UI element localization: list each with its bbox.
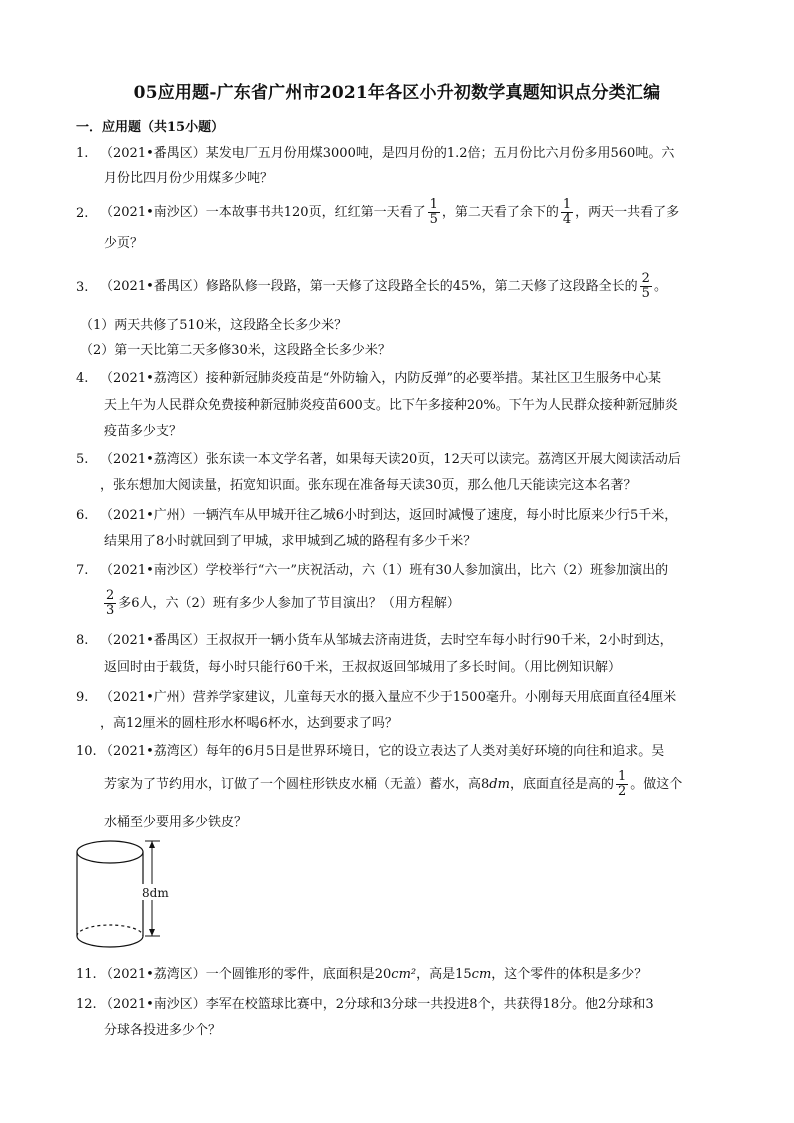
- question-text: （2021•南沙区）李军在校篮球比赛中，2分球和3分球一共投进8个，共获得18分。他2分球和3: [100, 997, 654, 1012]
- question-number: 7.: [76, 563, 89, 578]
- section-heading: 一．应用题（共15小题）: [76, 120, 225, 135]
- question-text: [104, 589, 460, 619]
- question-number: 4.: [76, 371, 89, 386]
- text-segment: （2021•荔湾区）一个圆锥形的零件，底面积是20: [100, 967, 392, 982]
- question-text: （2021•番禺区）王叔叔开一辆小货车从邹城去济南进货，去时空车每小时行90千米，2小时到达，: [100, 633, 673, 648]
- question-text: 疫苗多少支？: [104, 424, 183, 439]
- sub-question: （2）第一天比第二天多修30米，这段路全长多少米？: [80, 343, 391, 358]
- cylinder-figure: [70, 836, 180, 956]
- text-segment: 。做这个: [630, 777, 683, 792]
- question-text: [104, 770, 682, 800]
- cylinder-bottom-back: [77, 925, 143, 936]
- question-text: 返回时由于载货，每小时只能行60千米，王叔叔返回邹城用了多长时间。（用比例知识解）: [104, 660, 622, 675]
- denominator: 4: [562, 212, 572, 227]
- question-text: 结果用了8小时就回到了甲城，求甲城到乙城的路程有多少千米？: [104, 534, 477, 549]
- cylinder-top: [77, 841, 143, 863]
- dimension-arrow-bottom: [149, 929, 155, 936]
- question-text: [100, 272, 667, 302]
- numerator: 1: [617, 769, 627, 784]
- question-number: 11.: [76, 967, 97, 982]
- page-title: 05应用题-广东省广州市2021年各区小升初数学真题知识点分类汇编: [133, 83, 661, 103]
- numerator: 2: [641, 271, 650, 286]
- question-text: 少页？: [104, 236, 144, 251]
- question-text: （2021•番禺区）某发电厂五月份用煤3000吨，是四月份的1.2倍；五月份比六月份多用560吨。六: [100, 146, 675, 161]
- text-segment: ，两天一共看了多: [575, 205, 680, 220]
- text-segment: 。: [653, 279, 667, 294]
- denominator: 2: [617, 784, 627, 799]
- text-segment: ，这个零件的体积是多少？: [491, 967, 648, 982]
- question-text: 分球各投进多少个？: [104, 1023, 222, 1038]
- numerator: 1: [429, 197, 438, 212]
- text-segment: ，第二天看了余下的: [441, 205, 559, 220]
- question-number: 8.: [76, 633, 89, 648]
- question-number: 1.: [76, 146, 89, 161]
- fraction: [104, 589, 116, 618]
- denominator: 5: [641, 286, 650, 301]
- question-number: 10.: [76, 744, 97, 759]
- height-label: 8dm: [142, 886, 169, 900]
- question-text: [100, 967, 647, 983]
- question-number: 12.: [76, 997, 97, 1012]
- fraction: [640, 272, 652, 301]
- fraction: [561, 198, 573, 227]
- unit: dm: [489, 777, 510, 792]
- question-text: （2021•荔湾区）每年的6月5日是世界环境日，它的设立表达了人类对美好环境的向往和追求。吴: [100, 744, 665, 759]
- unit: cm: [471, 967, 492, 982]
- text-segment: （2021•番禺区）修路队修一段路，第一天修了这段路全长的45%，第二天修了这段路全长的: [100, 279, 638, 294]
- question-number: 6.: [76, 508, 89, 523]
- question-text: [100, 198, 679, 228]
- unit: cm²: [391, 967, 417, 982]
- question-text: （2021•广州）营养学家建议，儿童每天水的摄入量应不少于1500毫升。小刚每天用底面直径4厘米: [100, 690, 677, 705]
- question-text: （2021•南沙区）学校举行“六一”庆祝活动，六（1）班有30人参加演出，比六（2）班参加演出的: [100, 563, 669, 578]
- text-segment: 多6人，六（2）班有多少人参加了节目演出？（用方程解）: [118, 596, 460, 611]
- cylinder-bottom-front: [77, 936, 143, 947]
- question-text: （2021•广州）一辆汽车从甲城开往乙城6小时到达，返回时减慢了速度，每小时比原来少行5千米，: [100, 508, 678, 523]
- dimension-arrow-top: [149, 841, 155, 848]
- numerator: 1: [562, 197, 572, 212]
- text-segment: 芳家为了节约用水，订做了一个圆柱形铁皮水桶（无盖）蓄水，高8: [104, 777, 490, 792]
- fraction: [428, 198, 440, 227]
- question-number: 2.: [76, 206, 89, 221]
- text-segment: （2021•南沙区）一本故事书共120页，红红第一天看了: [100, 205, 426, 220]
- text-segment: ，高是15: [416, 967, 472, 982]
- question-text: 水桶至少要用多少铁皮？: [104, 815, 248, 830]
- question-text: （2021•荔湾区）接种新冠肺炎疫苗是“外防输入，内防反弹”的必要举措。某社区卫生服务中心某: [100, 371, 662, 386]
- question-text: ，高12厘米的圆柱形水杯喝6杯水，达到要求了吗？: [100, 716, 398, 731]
- question-text: （2021•荔湾区）张东读一本文学名著，如果每天读20页，12天可以读完。荔湾区开展大阅读活动后: [100, 452, 681, 467]
- question-text: 天上午为人民群众免费接种新冠肺炎疫苗600支。比下午多接种20%。下午为人民群众接种新冠肺炎: [104, 398, 678, 413]
- question-text: ，张东想加大阅读量，拓宽知识面。张东现在准备每天读30页，那么他几天能读完这本名著？: [100, 478, 637, 493]
- question-number: 5.: [76, 452, 89, 467]
- numerator: 2: [106, 588, 115, 603]
- text-segment: ，底面直径是高的: [509, 777, 614, 792]
- fraction: [616, 770, 628, 799]
- question-number: 3.: [76, 280, 89, 295]
- question-number: 9.: [76, 690, 89, 705]
- denominator: 5: [429, 212, 438, 227]
- denominator: 3: [106, 603, 115, 618]
- question-text: 月份比四月份少用煤多少吨？: [104, 171, 274, 186]
- sub-question: （1）两天共修了510米，这段路全长多少米？: [80, 318, 348, 333]
